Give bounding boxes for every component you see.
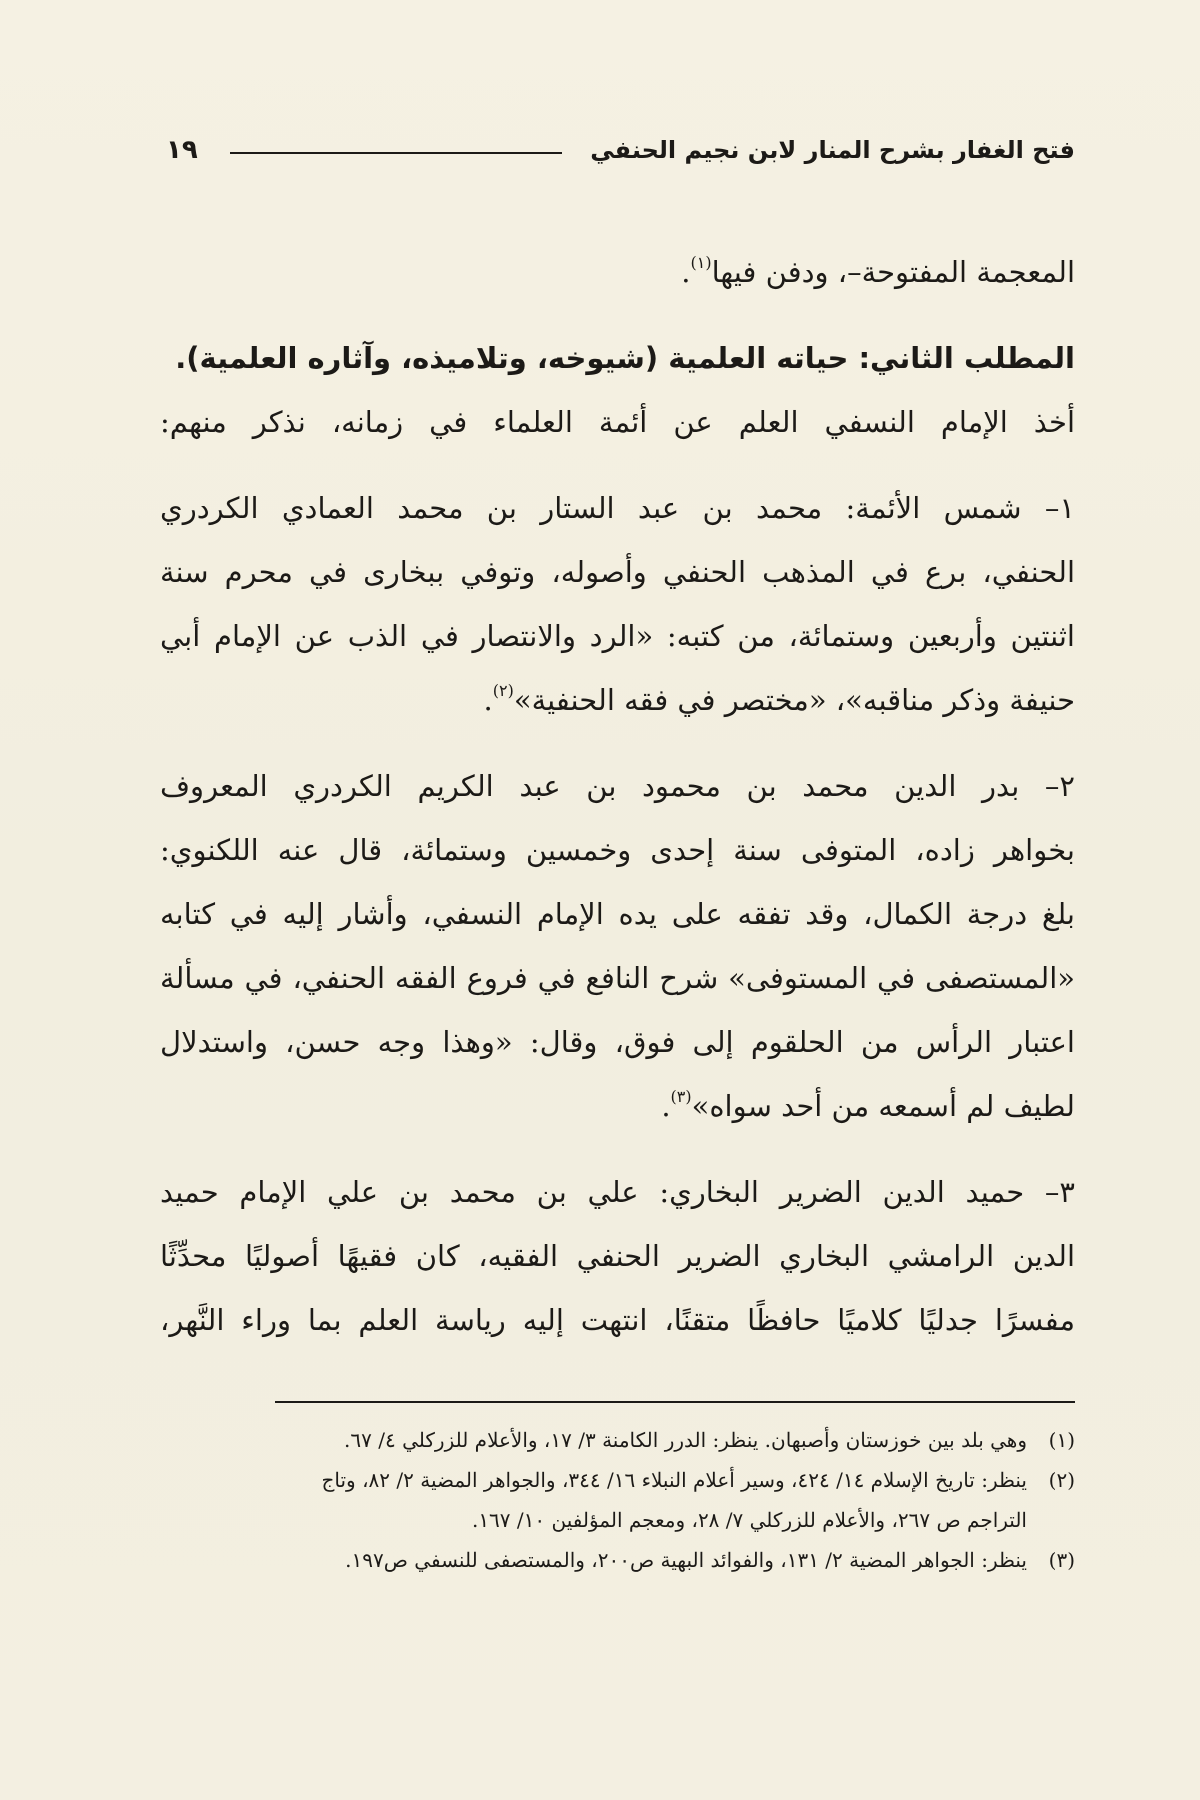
footnote-ref: (٣) bbox=[670, 1087, 692, 1106]
footnote-ref: (١) bbox=[690, 253, 712, 272]
running-header bbox=[160, 130, 1075, 170]
footnote-ref: (٢) bbox=[492, 681, 514, 700]
paragraph-line: أخذ الإمام النسفي العلم عن أئمة العلماء في زمانه، نذكر منهم: bbox=[160, 405, 1075, 439]
line-tail: . bbox=[681, 255, 691, 289]
paragraph-line: بلغ درجة الكمال، وقد تفقه على يده الإمام النسفي، وأشار إليه في كتابه bbox=[160, 897, 1075, 931]
line-tail: . bbox=[661, 1089, 671, 1123]
paragraph-line bbox=[160, 240, 1075, 304]
footnote-number: (٣) bbox=[1048, 1548, 1075, 1572]
paragraph-line: الحنفي، برع في المذهب الحنفي وأصوله، وتوفي ببخارى في محرم سنة bbox=[160, 555, 1076, 589]
line-text: لطيف لم أسمعه من أحد سواه» bbox=[691, 1089, 1075, 1123]
paragraph-line: ٢– بدر الدين محمد بن محمود بن عبد الكريم الكردري المعروف bbox=[160, 769, 1075, 803]
running-title: فتح الغفار بشرح المنار لابن نجيم الحنفي bbox=[590, 136, 1075, 164]
line-text: المعجمة المفتوحة–، ودفن فيها bbox=[711, 255, 1075, 289]
line-text: حنيفة وذكر مناقبه»، «مختصر في فقه الحنفية» bbox=[513, 683, 1075, 717]
paragraph-line: ٣– حميد الدين الضرير البخاري: علي بن محمد بن علي الإمام حميد bbox=[160, 1175, 1075, 1209]
paragraph-line: «المستصفى في المستوفى» شرح النافع في فروع الفقه الحنفي، في مسألة bbox=[160, 961, 1075, 995]
header-rule bbox=[230, 152, 563, 154]
paragraph-line: بخواهر زاده، المتوفى سنة إحدى وخمسين وستمائة، قال عنه اللكنوي: bbox=[160, 833, 1075, 867]
body-text bbox=[160, 240, 1075, 1352]
footnote-number: (١) bbox=[1048, 1428, 1075, 1452]
page-number: ١٩ bbox=[166, 135, 198, 165]
footnote-1 bbox=[160, 1420, 1075, 1460]
paragraph-line: ١– شمس الأئمة: محمد بن عبد الستار بن محمد العمادي الكردري bbox=[160, 491, 1075, 525]
paragraph-line: الدين الرامشي البخاري الضرير الحنفي الفقيه، كان فقيهًا أصوليًا محدِّثًا bbox=[160, 1239, 1075, 1273]
paragraph-line bbox=[160, 1074, 1075, 1138]
line-tail: . bbox=[483, 683, 493, 717]
paragraph-line: اثنتين وأربعين وستمائة، من كتبه: «الرد والانتصار في الذب عن الإمام أبي bbox=[160, 619, 1075, 653]
footnote-separator bbox=[275, 1401, 1075, 1403]
footnote-3 bbox=[160, 1540, 1075, 1580]
paragraph-line: مفسرًا جدليًا كلاميًا حافظًا متقنًا، انتهت إليه رياسة العلم بما وراء النَّهر، bbox=[160, 1303, 1075, 1337]
paragraph-line bbox=[160, 668, 1075, 732]
paragraph-line: اعتبار الرأس من الحلقوم إلى فوق، وقال: «وهذا وجه حسن، واستدلال bbox=[160, 1025, 1075, 1059]
footnote-number: (٢) bbox=[1048, 1468, 1075, 1492]
section-heading: المطلب الثاني: حياته العلمية (شيوخه، وتلاميذه، وآثاره العلمية). bbox=[175, 341, 1075, 375]
footnote-text: ينظر: الجواهر المضية ٢/ ١٣١، والفوائد البهية ص٢٠٠، والمستصفى للنسفي ص١٩٧. bbox=[345, 1548, 1027, 1572]
footnote-2-continued: التراجم ص ٢٦٧، والأعلام للزركلي ٧/ ٢٨، ومعجم المؤلفين ١٠/ ١٦٧. bbox=[471, 1508, 1027, 1532]
footnote-text: ينظر: تاريخ الإسلام ١٤/ ٤٢٤، وسير أعلام النبلاء ١٦/ ٣٤٤، والجواهر المضية ٢/ ٨٢، وتاج bbox=[321, 1468, 1027, 1492]
footnotes bbox=[160, 1420, 1075, 1580]
footnote-2 bbox=[160, 1460, 1075, 1500]
footnote-text: وهي بلد بين خوزستان وأصبهان. ينظر: الدرر الكامنة ٣/ ١٧، والأعلام للزركلي ٤/ ٦٧. bbox=[344, 1428, 1027, 1452]
